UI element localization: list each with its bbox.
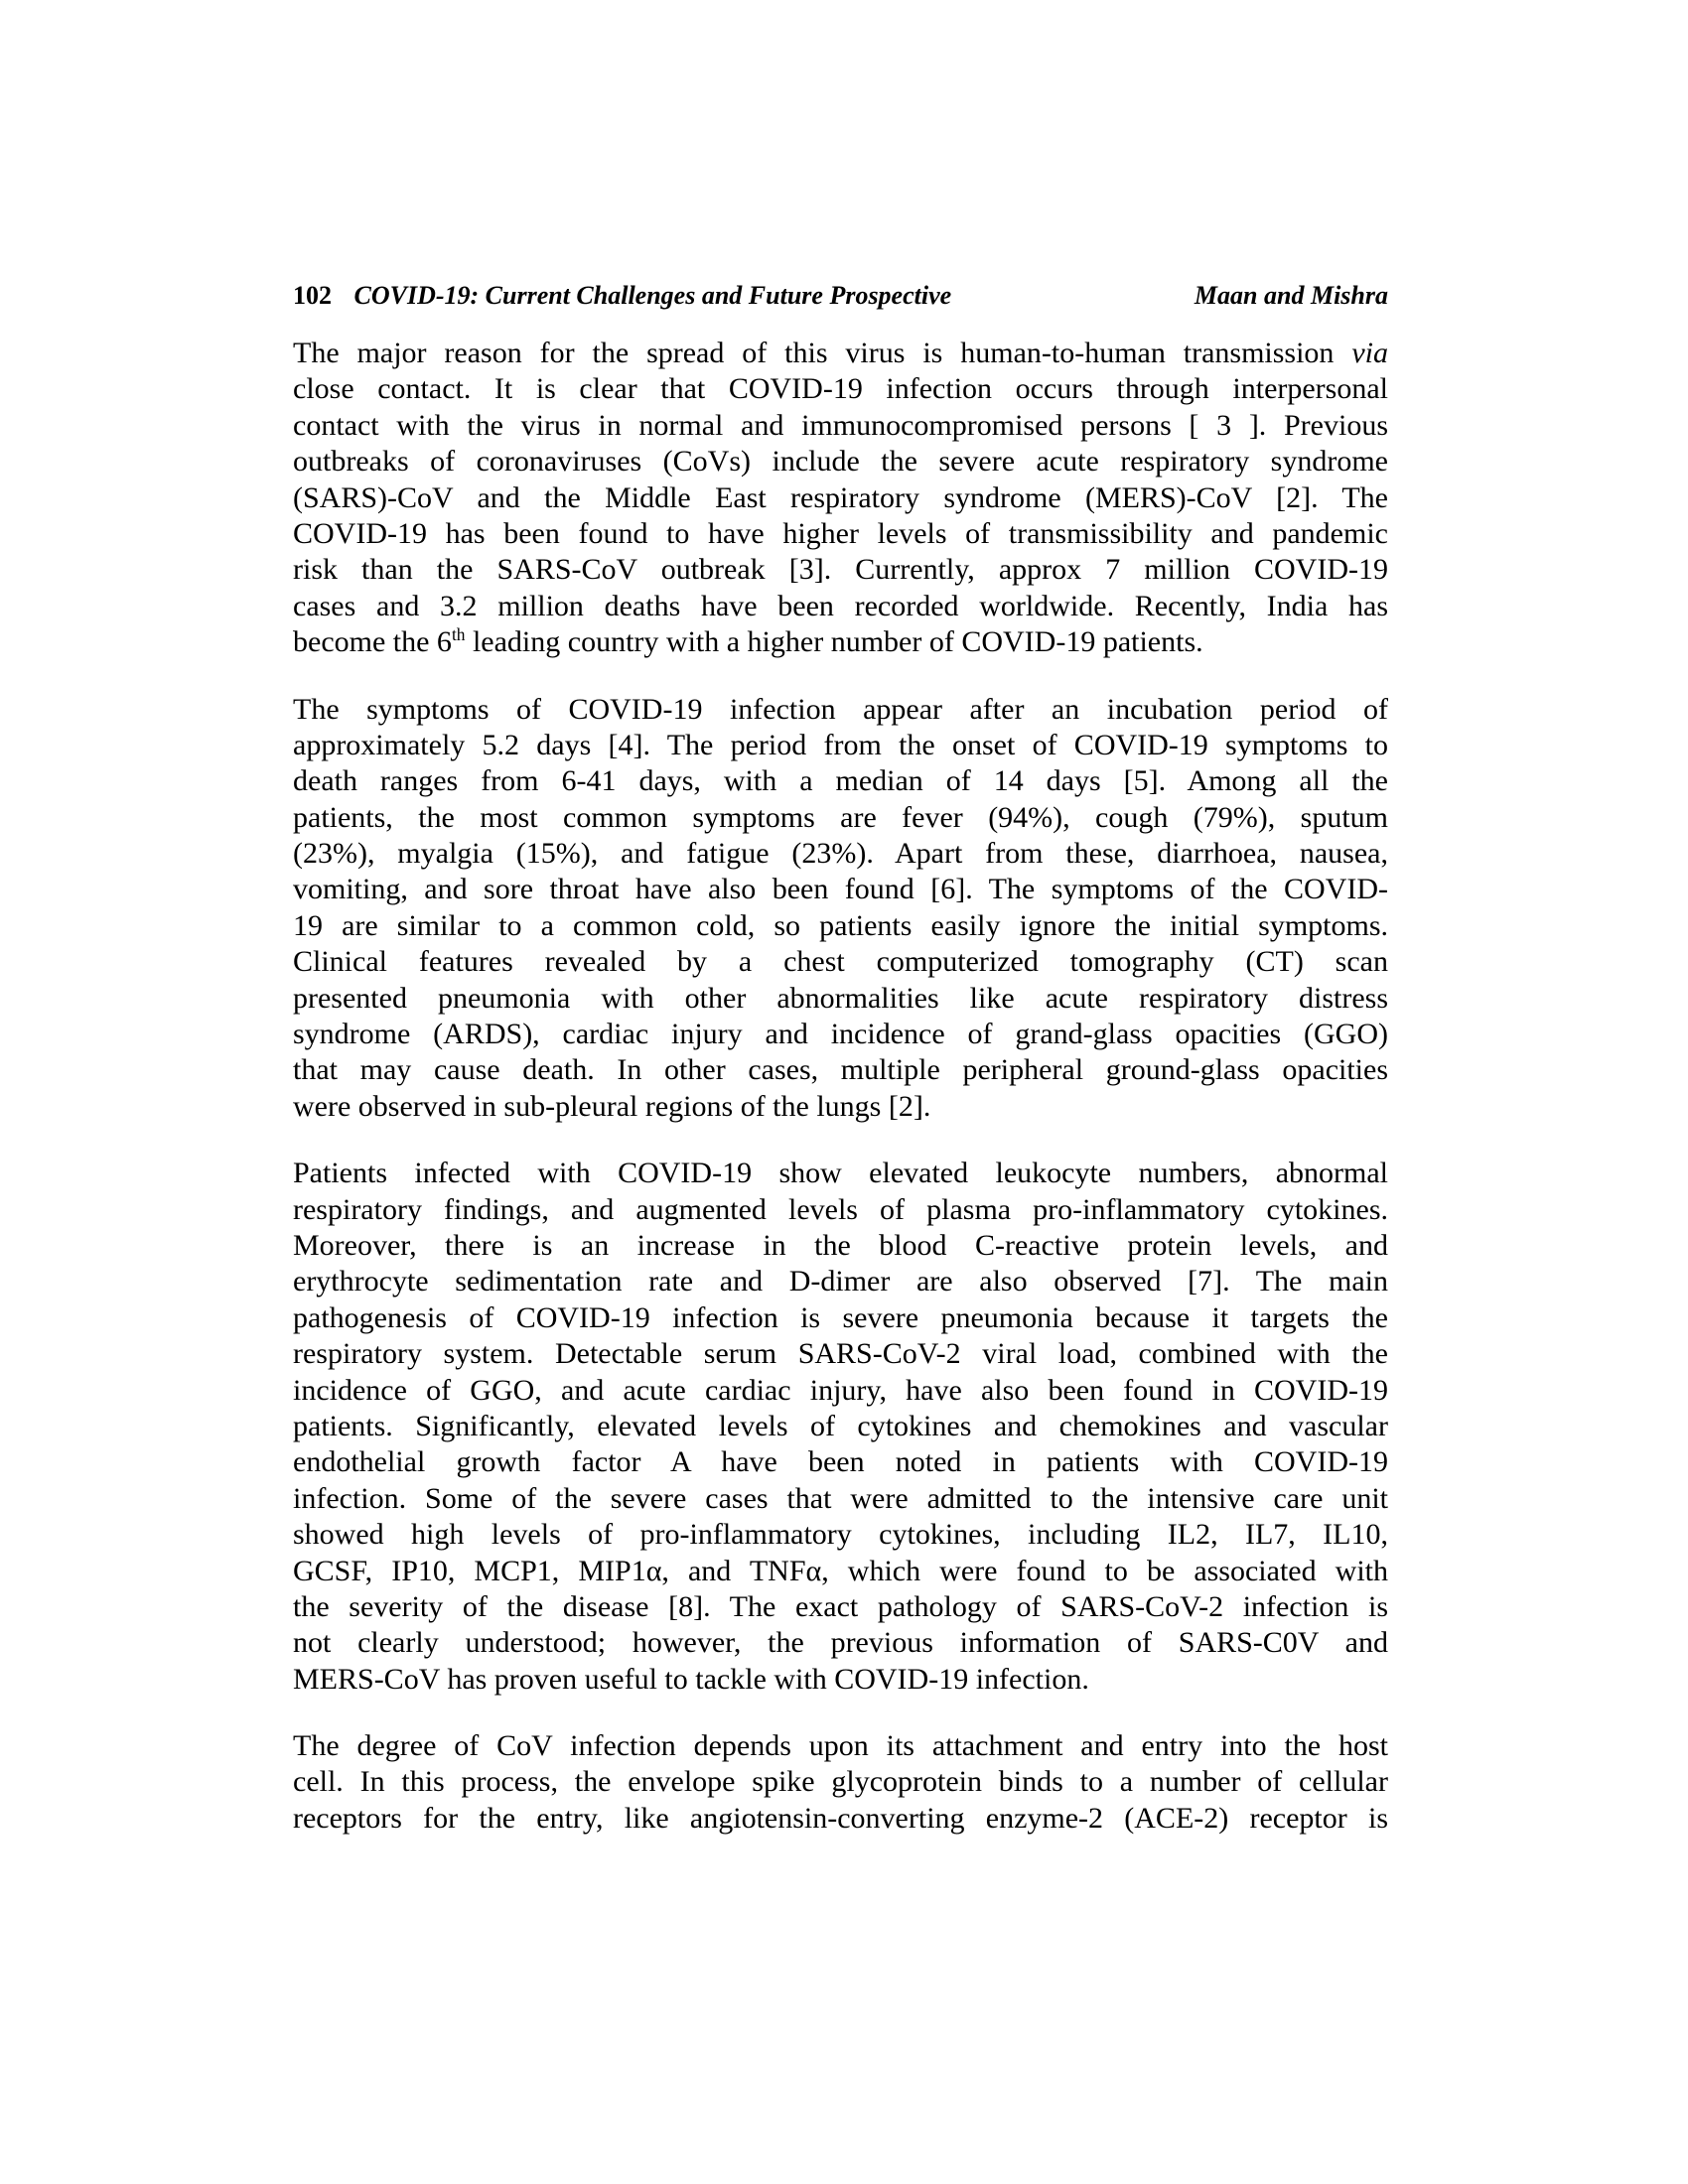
text-line [293,1625,1388,1661]
text-line [293,1554,1388,1589]
text-line [293,1017,1388,1052]
text-line [293,908,1388,944]
text-line [293,836,1388,872]
body-text: not clearly understood; however, the previous information of SARS-C0V and [293,1626,1388,1660]
body-text: vomiting, and sore throat have also been found [6]. The symptoms of the COVID- [293,873,1388,906]
body-text: leading country with a higher number of COVID-19 patients. [465,625,1203,659]
body-text: infection. Some of the severe cases that were admitted to the intensive care unit [293,1481,1388,1515]
body-text: cases and 3.2 million deaths have been recorded worldwide. Recently, India has [293,589,1388,622]
text-line [293,1764,1388,1800]
text-line [293,1228,1388,1264]
text-line [293,480,1388,516]
text-line [293,728,1388,763]
body-text: COVID-19 has been found to have higher levels of transmissibility and pandemic [293,516,1388,550]
paragraph [293,1156,1388,1698]
body-text: Moreover, there is an increase in the blood C-reactive protein levels, and [293,1228,1388,1262]
body-text: GCSF, IP10, MCP1, MIP1α, and TNFα, which were found to be associated with [293,1554,1388,1587]
text-line [293,552,1388,588]
body-text: syndrome (ARDS), cardiac injury and incidence of grand-glass opacities (GGO) [293,1018,1388,1051]
body-text: cell. In this process, the envelope spike glycoprotein binds to a number of cellular [293,1765,1388,1799]
italic-text: via [1351,337,1388,369]
page-number: 102 [293,281,332,310]
body-text: receptors for the entry, like angiotensin-converting enzyme-2 (ACE-2) receptor is [293,1801,1388,1835]
text-line [293,1336,1388,1372]
body-text: respiratory findings, and augmented levels of plasma pro-inflammatory cytokines. [293,1192,1388,1226]
text-line [293,1089,1388,1125]
text-line [293,408,1388,444]
body-text: erythrocyte sedimentation rate and D-dimer are also observed [7]. The main [293,1265,1388,1298]
body-text: (SARS)-CoV and the Middle East respiratory syndrome (MERS)-CoV [2]. The [293,480,1388,514]
body-text: outbreaks of coronaviruses (CoVs) include the severe acute respiratory syndrome [293,445,1388,478]
body-text: 19 are similar to a common cold, so patients easily ignore the initial symptoms. [293,908,1388,942]
body-text: Patients infected with COVID-19 show elevated leukocyte numbers, abnormal [293,1157,1388,1190]
body-text: pathogenesis of COVID-19 infection is severe pneumonia because it targets the [293,1300,1388,1334]
body-text: Clinical features revealed by a chest computerized tomography (CT) scan [293,945,1388,979]
text-line [293,1373,1388,1409]
text-line [293,624,1388,660]
body-text: incidence of GGO, and acute cardiac injury, have also been found in COVID-19 [293,1373,1388,1407]
page-header [293,281,1388,311]
paragraph [293,336,1388,661]
text-line [293,1444,1388,1480]
body-text: that may cause death. In other cases, multiple peripheral ground-glass opacities [293,1053,1388,1087]
body-text: contact with the virus in normal and immunocompromised persons [ 3 ]. Previous [293,408,1388,442]
text-line [293,336,1388,371]
text-line [293,1264,1388,1299]
body-text: The degree of CoV infection depends upon its attachment and entry into the host [293,1729,1388,1763]
text-line [293,800,1388,836]
text-line [293,763,1388,799]
superscript-text: th [451,624,466,645]
text-line [293,1052,1388,1088]
paragraph [293,1728,1388,1837]
text-line [293,1662,1388,1698]
body-text: become the 6 [293,625,452,659]
body-text: presented pneumonia with other abnormalities like acute respiratory distress [293,981,1388,1015]
text-line [293,1728,1388,1764]
body-text: The major reason for the spread of this virus is human-to-human transmission [293,337,1352,369]
body-text: the severity of the disease [8]. The exact pathology of SARS-CoV-2 infection is [293,1589,1388,1623]
text-line [293,444,1388,479]
paragraph [293,692,1388,1126]
text-line [293,1589,1388,1625]
text-line [293,371,1388,407]
text-line [293,1801,1388,1837]
text-line [293,1481,1388,1517]
body-text: risk than the SARS-CoV outbreak [3]. Currently, approx 7 million COVID-19 [293,553,1388,587]
running-authors: Maan and Mishra [1194,281,1388,310]
text-line [293,516,1388,552]
text-line [293,1300,1388,1336]
paragraphs [293,336,1388,1837]
page-content [293,281,1388,1837]
text-line [293,589,1388,624]
body-text: patients, the most common symptoms are fever (94%), cough (79%), sputum [293,800,1388,834]
body-text: were observed in sub-pleural regions of the lungs [2]. [293,1089,931,1123]
body-text: approximately 5.2 days [4]. The period from the onset of COVID-19 symptoms to [293,728,1388,761]
body-text: The symptoms of COVID-19 infection appear after an incubation period of [293,692,1388,726]
text-line [293,1192,1388,1228]
header-left [293,281,951,311]
body-text: close contact. It is clear that COVID-19 infection occurs through interpersonal [293,372,1388,406]
body-text: showed high levels of pro-inflammatory cytokines, including IL2, IL7, IL10, [293,1518,1388,1552]
text-line [293,981,1388,1017]
text-line [293,872,1388,907]
running-title: COVID-19: Current Challenges and Future Prospective [353,281,952,310]
body-text: patients. Significantly, elevated levels of cytokines and chemokines and vascular [293,1409,1388,1442]
body-text: (23%), myalgia (15%), and fatigue (23%). Apart from these, diarrhoea, nausea, [293,837,1388,871]
text-line [293,944,1388,980]
body-text: death ranges from 6-41 days, with a median of 14 days [5]. Among all the [293,764,1388,798]
text-line [293,692,1388,728]
body-text: endothelial growth factor A have been noted in patients with COVID-19 [293,1445,1388,1479]
text-line [293,1409,1388,1444]
text-line [293,1517,1388,1553]
body-text: respiratory system. Detectable serum SARS-CoV-2 viral load, combined with the [293,1337,1388,1371]
text-line [293,1156,1388,1191]
body-text: MERS-CoV has proven useful to tackle with COVID-19 infection. [293,1662,1089,1696]
